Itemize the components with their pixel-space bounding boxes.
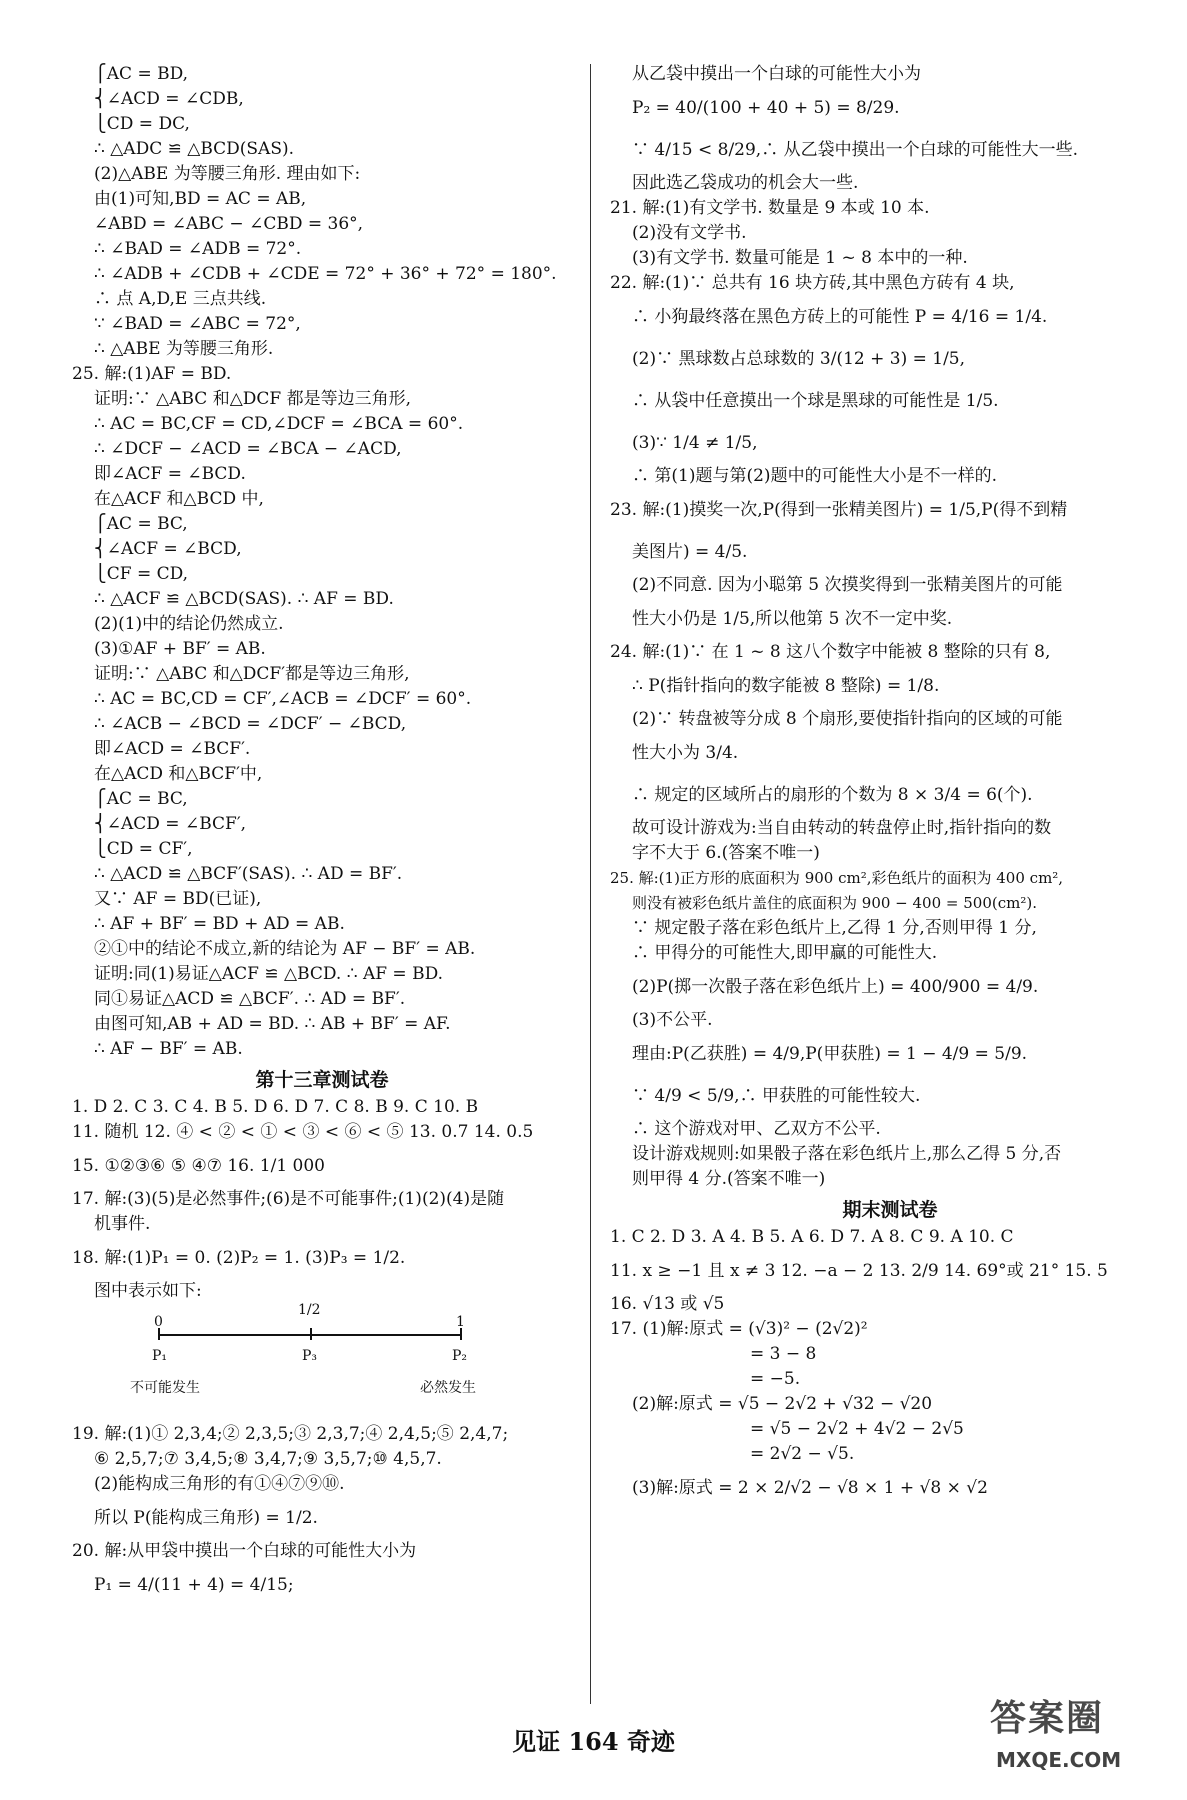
point-p1: P₁ [152, 1348, 168, 1364]
text-line: (2)P(掷一次骰子落在彩色纸片上) = 400/900 = 4/9. [632, 977, 1039, 997]
column-divider [590, 64, 591, 1704]
text-line: ⎨∠ACF = ∠BCD, [94, 539, 242, 559]
answer-line: (3)解:原式 = 2 × 2/√2 − √8 × 1 + √8 × √2 [632, 1478, 988, 1498]
text-line: ∴ AC = BC,CD = CF′,∠ACB = ∠DCF′ = 60°. [94, 689, 472, 709]
text-line: ∵ ∠BAD = ∠ABC = 72°, [94, 314, 301, 334]
watermark-url: MXQE.COM [996, 1748, 1122, 1772]
text-line: 证明:同(1)易证△ACF ≌ △BCD. ∴ AF = BD. [94, 964, 443, 984]
text-line: 从乙袋中摸出一个白球的可能性大小为 [632, 64, 921, 84]
problem-heading: 25. 解:(1)AF = BD. [72, 364, 232, 384]
text-line: (2)△ABE 为等腰三角形. 理由如下: [94, 164, 361, 184]
text-line: ⎨∠ACD = ∠CDB, [94, 89, 244, 109]
page-number-footer: 见证 164 奇迹 [512, 1727, 675, 1756]
text-line: 又∵ AF = BD(已证), [94, 889, 262, 909]
text-line: ∴ ∠ADB + ∠CDB + ∠CDE = 72° + 36° + 72° = 180°. [94, 264, 557, 284]
answer-line: 18. 解:(1)P₁ = 0. (2)P₂ = 1. (3)P₃ = 1/2. [72, 1248, 406, 1268]
text-line: 同①易证△ACD ≌ △BCF′. ∴ AD = BF′. [94, 989, 406, 1009]
right-column [610, 62, 1170, 1509]
problem-heading: 23. 解:(1)摸奖一次,P(得到一张精美图片) = 1/5,P(得不到精 [610, 500, 1068, 520]
answer-line: (2)解:原式 = √5 − 2√2 + √32 − √20 [632, 1394, 933, 1414]
text-line: (2)∵ 黑球数占总球数的 3/(12 + 3) = 1/5, [632, 349, 966, 369]
label-zero: 0 [154, 1314, 163, 1330]
answer-line: 15. ①②③⑥ ⑤ ④⑦ 16. 1/1 000 [72, 1156, 325, 1176]
caption-certain: 必然发生 [420, 1380, 476, 1396]
text-line: 则没有被彩色纸片盖住的底面积为 900 − 400 = 500(cm²). [632, 894, 1037, 912]
text-line: ⎨∠ACD = ∠BCF′, [94, 814, 247, 834]
text-line: 性大小为 3/4. [632, 743, 739, 763]
text-line: ∴ 甲得分的可能性大,即甲赢的可能性大. [632, 943, 938, 963]
text-line: 美图片) = 4/5. [632, 542, 748, 562]
text-line: ∴ △ACD ≌ △BCF′(SAS). ∴ AD = BF′. [94, 864, 403, 884]
text-line: (2)(1)中的结论仍然成立. [94, 614, 284, 634]
answer-line: 19. 解:(1)① 2,3,4;② 2,3,5;③ 2,3,7;④ 2,4,5;⑤ 2,4,7; [72, 1424, 509, 1444]
text-line: ⎧AC = BD, [94, 64, 189, 84]
answer-line: ⑥ 2,5,7;⑦ 3,4,5;⑧ 3,4,7;⑨ 3,5,7;⑩ 4,5,7. [94, 1449, 442, 1469]
text-line: ∴ 这个游戏对甲、乙双方不公平. [632, 1119, 881, 1139]
point-p2: P₂ [452, 1348, 468, 1364]
text-line: ∵ 4/15 < 8/29,∴ 从乙袋中摸出一个白球的可能性大一些. [632, 140, 1079, 160]
text-line: 故可设计游戏为:当自由转动的转盘停止时,指针指向的数 [632, 818, 1052, 838]
text-line: ∠ABD = ∠ABC − ∠CBD = 36°, [94, 214, 364, 234]
text-line: ⎧AC = BC, [94, 514, 188, 534]
left-column [72, 62, 572, 1606]
text-line: 证明:∵ △ABC 和△DCF′都是等边三角形, [94, 664, 410, 684]
text-line: 即∠ACD = ∠BCF′. [94, 739, 251, 759]
answer-line: P₁ = 4/(11 + 4) = 4/15; [94, 1575, 294, 1595]
text-line: ∴ 第(1)题与第(2)题中的可能性大小是不一样的. [632, 466, 997, 486]
text-line: 由(1)可知,BD = AC = AB, [94, 189, 307, 209]
text-line: ∴ P(指针指向的数字能被 8 整除) = 1/8. [632, 676, 940, 696]
text-line: 字不大于 6.(答案不唯一) [632, 843, 820, 863]
text-line: ⎩CF = CD, [94, 564, 189, 584]
text-line: ⎩CD = DC, [94, 114, 190, 134]
answer-line: 所以 P(能构成三角形) = 1/2. [94, 1508, 318, 1528]
answer-line: 1. C 2. D 3. A 4. B 5. A 6. D 7. A 8. C 9. A 10. C [610, 1227, 1014, 1247]
text-line: 由图可知,AB + AD = BD. ∴ AB + BF′ = AF. [94, 1014, 451, 1034]
caption-impossible: 不可能发生 [130, 1380, 200, 1396]
answer-line: 17. (1)解:原式 = (√3)² − (2√2)² [610, 1319, 868, 1339]
answer-line: = 2√2 − √5. [750, 1444, 855, 1464]
answer-line: 17. 解:(3)(5)是必然事件;(6)是不可能事件;(1)(2)(4)是随 [72, 1189, 505, 1209]
problem-heading: 25. 解:(1)正方形的底面积为 900 cm²,彩色纸片的面积为 400 cm², [610, 869, 1064, 887]
text-line: (2)不同意. 因为小聪第 5 次摸奖得到一张精美图片的可能 [632, 575, 1063, 595]
text-line: 性大小仍是 1/5,所以他第 5 次不一定中奖. [632, 609, 953, 629]
watermark-logo [990, 1690, 1170, 1790]
text-line: ∵ 4/9 < 5/9,∴ 甲获胜的可能性较大. [632, 1086, 921, 1106]
text-line: 即∠ACF = ∠BCD. [94, 464, 246, 484]
text-line: 设计游戏规则:如果骰子落在彩色纸片上,那么乙得 5 分,否 [632, 1144, 1062, 1164]
text-line: ∴ 点 A,D,E 三点共线. [94, 289, 267, 309]
answer-line: 1. D 2. C 3. C 4. B 5. D 6. D 7. C 8. B 9. C 10. B [72, 1097, 479, 1117]
text-line: ⎧AC = BC, [94, 789, 188, 809]
text-line: (3)①AF + BF′ = AB. [94, 639, 266, 659]
answer-line: = √5 − 2√2 + 4√2 − 2√5 [750, 1419, 964, 1439]
text-line: (3)∵ 1/4 ≠ 1/5, [632, 433, 758, 453]
text-line: ∴ 规定的区域所占的扇形的个数为 8 × 3/4 = 6(个). [632, 785, 1033, 805]
text-line: ②①中的结论不成立,新的结论为 AF − BF′ = AB. [94, 939, 476, 959]
text-line: P₂ = 40/(100 + 40 + 5) = 8/29. [632, 98, 900, 118]
section-title: 期末测试卷 [842, 1199, 938, 1221]
answer-line: 图中表示如下: [94, 1281, 202, 1301]
text-line: ∴ ∠ACB − ∠BCD = ∠DCF′ − ∠BCD, [94, 714, 407, 734]
watermark-text: 答案圈 [990, 1698, 1105, 1739]
answer-line: = 3 − 8 [750, 1344, 817, 1364]
text-line: 证明:∵ △ABC 和△DCF 都是等边三角形, [94, 389, 412, 409]
section-title: 第十三章测试卷 [255, 1069, 389, 1091]
text-line: 理由:P(乙获胜) = 4/9,P(甲获胜) = 1 − 4/9 = 5/9. [632, 1044, 1028, 1064]
answer-line: 16. √13 或 √5 [610, 1294, 725, 1314]
text-line: 因此选乙袋成功的机会大一些. [632, 173, 859, 193]
problem-heading: 22. 解:(1)∵ 总共有 16 块方砖,其中黑色方砖有 4 块, [610, 273, 1015, 293]
answer-line: (2)能构成三角形的有①④⑦⑨⑩. [94, 1474, 345, 1494]
text-line: ∴ 从袋中任意摸出一个球是黑球的可能性是 1/5. [632, 391, 999, 411]
text-line: (3)不公平. [632, 1010, 713, 1030]
problem-heading: 21. 解:(1)有文学书. 数量是 9 本或 10 本. [610, 198, 930, 218]
text-line: ∴ △ABE 为等腰三角形. [94, 339, 274, 359]
text-line: 则甲得 4 分.(答案不唯一) [632, 1169, 826, 1189]
answer-line: 20. 解:从甲袋中摸出一个白球的可能性大小为 [72, 1541, 417, 1561]
label-one: 1 [456, 1314, 465, 1330]
text-line: ∴ AC = BC,CF = CD,∠DCF = ∠BCA = 60°. [94, 414, 464, 434]
text-line: ∴ ∠BAD = ∠ADB = 72°. [94, 239, 302, 259]
answer-line: 11. x ≥ −1 且 x ≠ 3 12. −a − 2 13. 2/9 14. 69°或 21° 15. 5 [610, 1261, 1108, 1281]
text-line: (2)∵ 转盘被等分成 8 个扇形,要使指针指向的区域的可能 [632, 709, 1063, 729]
text-line: ∴ AF + BF′ = BD + AD = AB. [94, 914, 345, 934]
text-line: 在△ACD 和△BCF′中, [94, 764, 263, 784]
answer-line: 11. 随机 12. ④ < ② < ① < ③ < ⑥ < ⑤ 13. 0.7 14. 0.5 [72, 1122, 534, 1142]
text-line: ⎩CD = CF′, [94, 839, 193, 859]
text-line: ∵ 规定骰子落在彩色纸片上,乙得 1 分,否则甲得 1 分, [632, 918, 1037, 938]
text-line: (2)没有文学书. [632, 223, 747, 243]
answer-line: 机事件. [94, 1214, 151, 1234]
answer-line: = −5. [750, 1369, 801, 1389]
point-p3: P₃ [302, 1348, 318, 1364]
text-line: ∴ △ACF ≌ △BCD(SAS). ∴ AF = BD. [94, 589, 394, 609]
text-line: (3)有文学书. 数量可能是 1 ~ 8 本中的一种. [632, 248, 968, 268]
tick-mid [310, 1328, 312, 1340]
text-line: ∴ AF − BF′ = AB. [94, 1039, 243, 1059]
label-half: 1/2 [298, 1302, 321, 1318]
probability-number-line [72, 1302, 572, 1422]
text-line: ∴ ∠DCF − ∠ACD = ∠BCA − ∠ACD, [94, 439, 402, 459]
text-line: ∴ 小狗最终落在黑色方砖上的可能性 P = 4/16 = 1/4. [632, 307, 1048, 327]
text-line: ∴ △ADC ≌ △BCD(SAS). [94, 139, 295, 159]
text-line: 在△ACF 和△BCD 中, [94, 489, 264, 509]
problem-heading: 24. 解:(1)∵ 在 1 ~ 8 这八个数字中能被 8 整除的只有 8, [610, 642, 1051, 662]
